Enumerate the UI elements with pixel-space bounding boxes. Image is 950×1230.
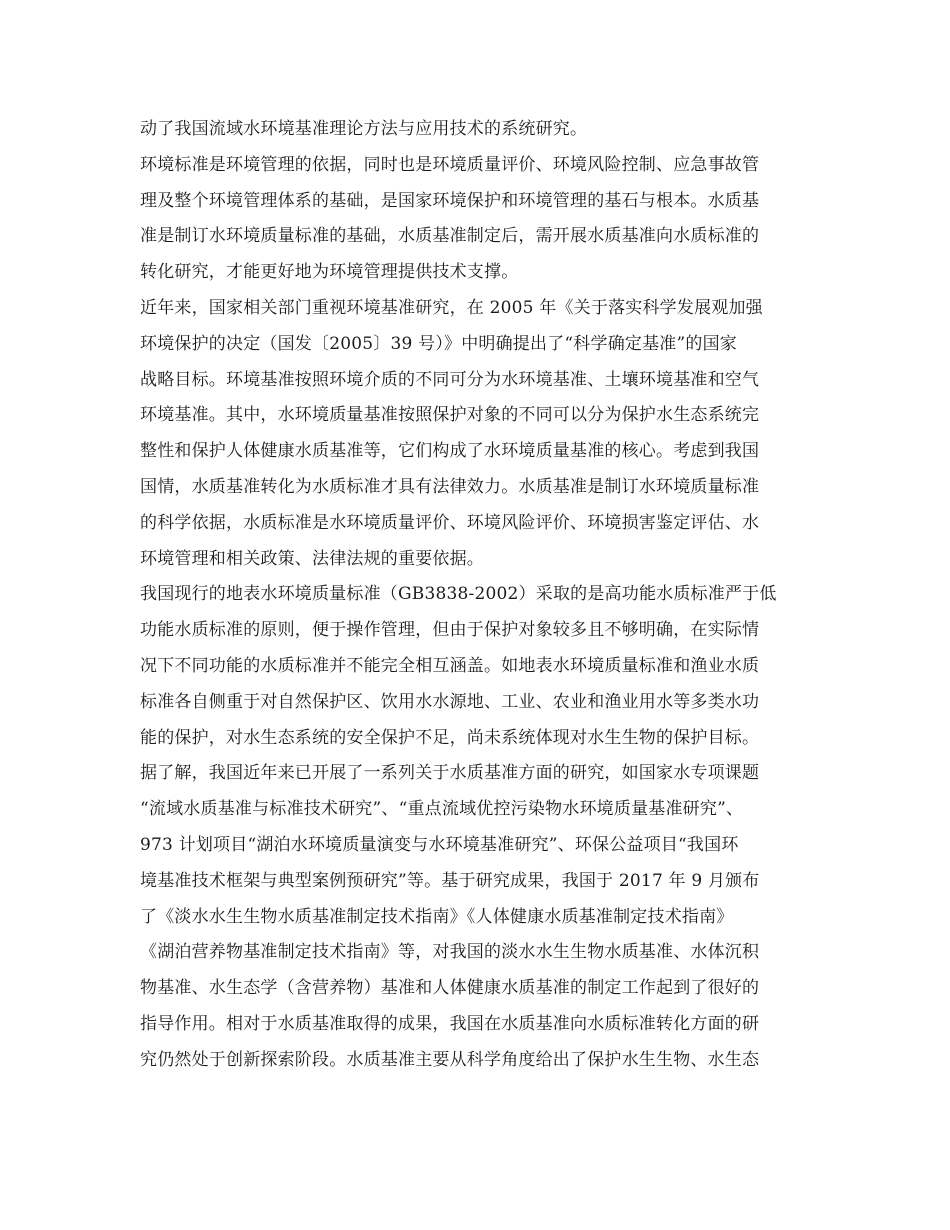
text-line: 指导作用。相对于水质基准取得的成果，我国在水质基准向水质标准转化方面的研 [140,1013,760,1034]
text-line: 境基准技术框架与典型案例预研究”等。基于研究成果，我国于 2017 年 9 月颁布 [140,870,760,891]
text-line: 战略目标。环境基准按照环境介质的不同可分为水环境基准、土壤环境基准和空气 [140,369,760,390]
text-line: 环境标准是环境管理的依据，同时也是环境质量评价、环境风险控制、应急事故管 [140,154,760,175]
text-line: 物基准、水生态学（含营养物）基准和人体健康水质基准的制定工作起到了很好的 [140,978,760,999]
text-line: 《湖泊营养物基准制定技术指南》等，对我国的淡水水生生物水质基准、水体沉积 [140,942,760,963]
text-line: 标准各自侧重于对自然保护区、饮用水水源地、工业、农业和渔业用水等多类水功 [140,691,760,712]
text-line: 环境基准。其中，水环境质量基准按照保护对象的不同可以分为保护水生态系统完 [140,405,760,426]
text-line: 理及整个环境管理体系的基础，是国家环境保护和环境管理的基石与根本。水质基 [140,190,760,211]
text-line: 我国现行的地表水环境质量标准（GB3838-2002）采取的是高功能水质标准严于低 [140,584,777,605]
text-line: 国情，水质基准转化为水质标准才具有法律效力。水质基准是制订水环境质量标准 [140,476,760,497]
text-line: 近年来，国家相关部门重视环境基准研究，在 2005 年《关于落实科学发展观加强 [140,297,763,318]
text-line: 功能水质标准的原则，便于操作管理，但由于保护对象较多且不够明确，在实际情 [140,620,760,641]
text-line: 究仍然处于创新探索阶段。水质基准主要从科学角度给出了保护水生生物、水生态 [140,1049,760,1070]
text-line: 能的保护，对水生态系统的安全保护不足，尚未系统体现对水生生物的保护目标。 [140,727,760,748]
document-body [140,112,812,1079]
text-line: 整性和保护人体健康水质基准等，它们构成了水环境质量基准的核心。考虑到我国 [140,441,760,462]
text-line: 环境保护的决定（国发〔2005〕39 号）》中明确提出了“科学确定基准”的国家 [140,333,737,354]
text-line: 的科学依据，水质标准是水环境质量评价、环境风险评价、环境损害鉴定评估、水 [140,512,760,533]
text-line: 973 计划项目“湖泊水环境质量演变与水环境基准研究”、环保公益项目“我国环 [140,834,739,855]
text-line: 转化研究，才能更好地为环境管理提供技术支撑。 [140,262,519,283]
text-line: “流域水质基准与标准技术研究”、“重点流域优控污染物水环境质量基准研究”、 [140,799,744,820]
text-line: 动了我国流域水环境基准理论方法与应用技术的系统研究。 [140,119,588,139]
text-line: 了《淡水水生生物水质基准制定技术指南》《人体健康水质基准制定技术指南》 [140,906,734,927]
text-line: 况下不同功能的水质标准并不能完全相互涵盖。如地表水环境质量标准和渔业水质 [140,655,760,676]
text-line: 环境管理和相关政策、法律法规的重要依据。 [140,548,484,569]
text-line: 据了解，我国近年来已开展了一系列关于水质基准方面的研究，如国家水专项课题 [140,763,760,784]
text-line: 准是制订水环境质量标准的基础，水质基准制定后，需开展水质基准向水质标准的 [140,226,760,247]
